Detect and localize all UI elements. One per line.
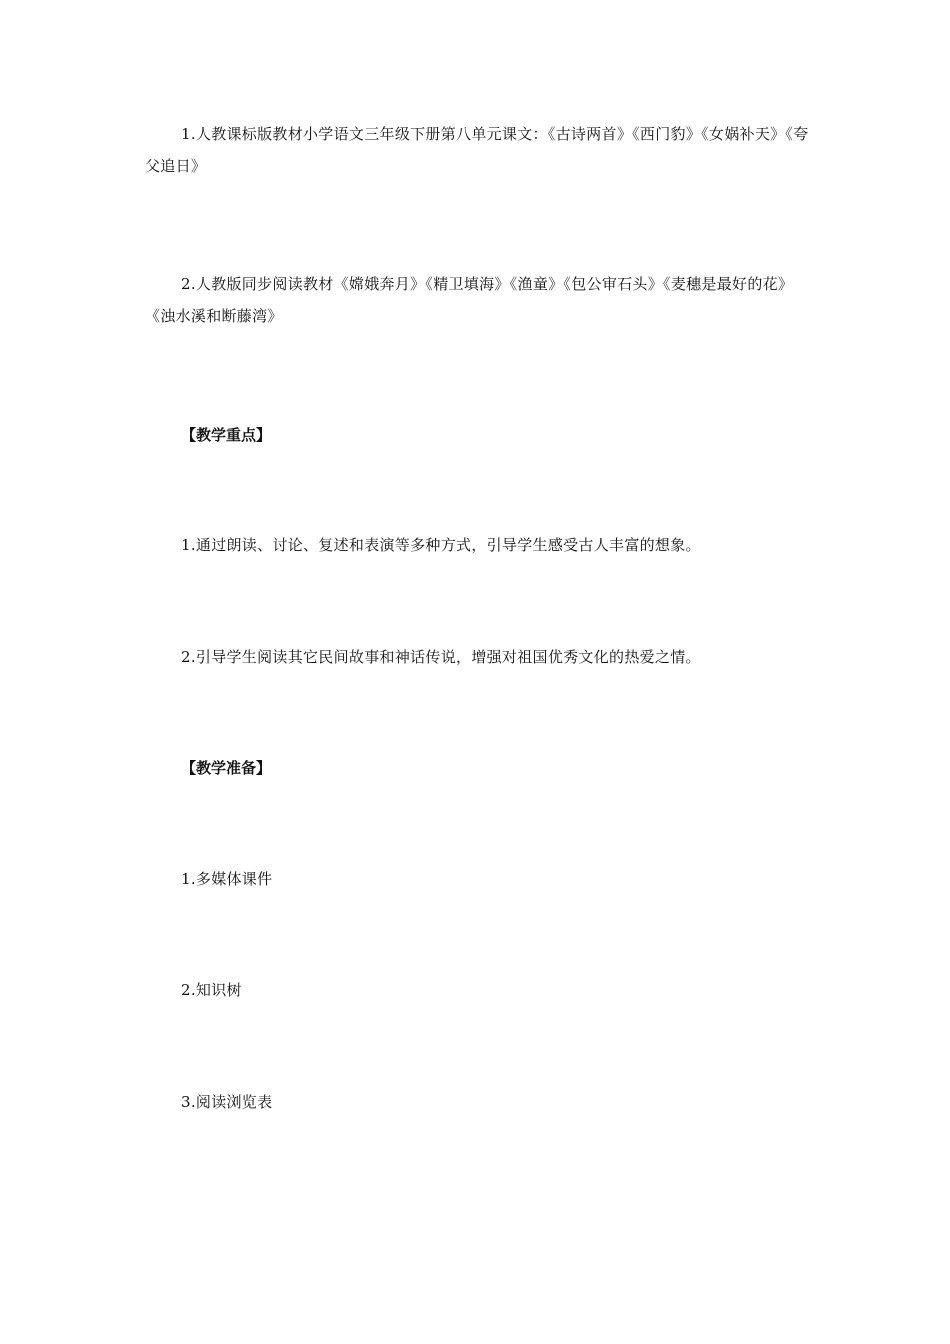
key-point-item-1: 1.通过朗读、讨论、复述和表演等多种方式，引导学生感受古人丰富的想象。 [181,536,701,554]
preparation-item-3: 3.阅读浏览表 [181,1093,273,1111]
preparation-item-2: 2.知识树 [181,981,242,999]
key-point-item-2: 2.引导学生阅读其它民间故事和神话传说，增强对祖国优秀文化的热爱之情。 [181,648,701,666]
material-paragraph-2: 2.人教版同步阅读教材《嫦娥奔月》《精卫填海》《渔童》《包公审石头》《麦穗是最好的花》《浊水溪和断藤湾》 [145,275,794,325]
preparation-item-1: 1.多媒体课件 [181,870,273,888]
material-paragraph-1: 1.人教课标版教材小学语文三年级下册第八单元课文：《古诗两首》《西门豹》《女娲补天》《夸父追日》 [145,125,809,175]
preparation-heading: 【教学准备】 [181,759,272,777]
key-points-heading: 【教学重点】 [181,426,272,444]
